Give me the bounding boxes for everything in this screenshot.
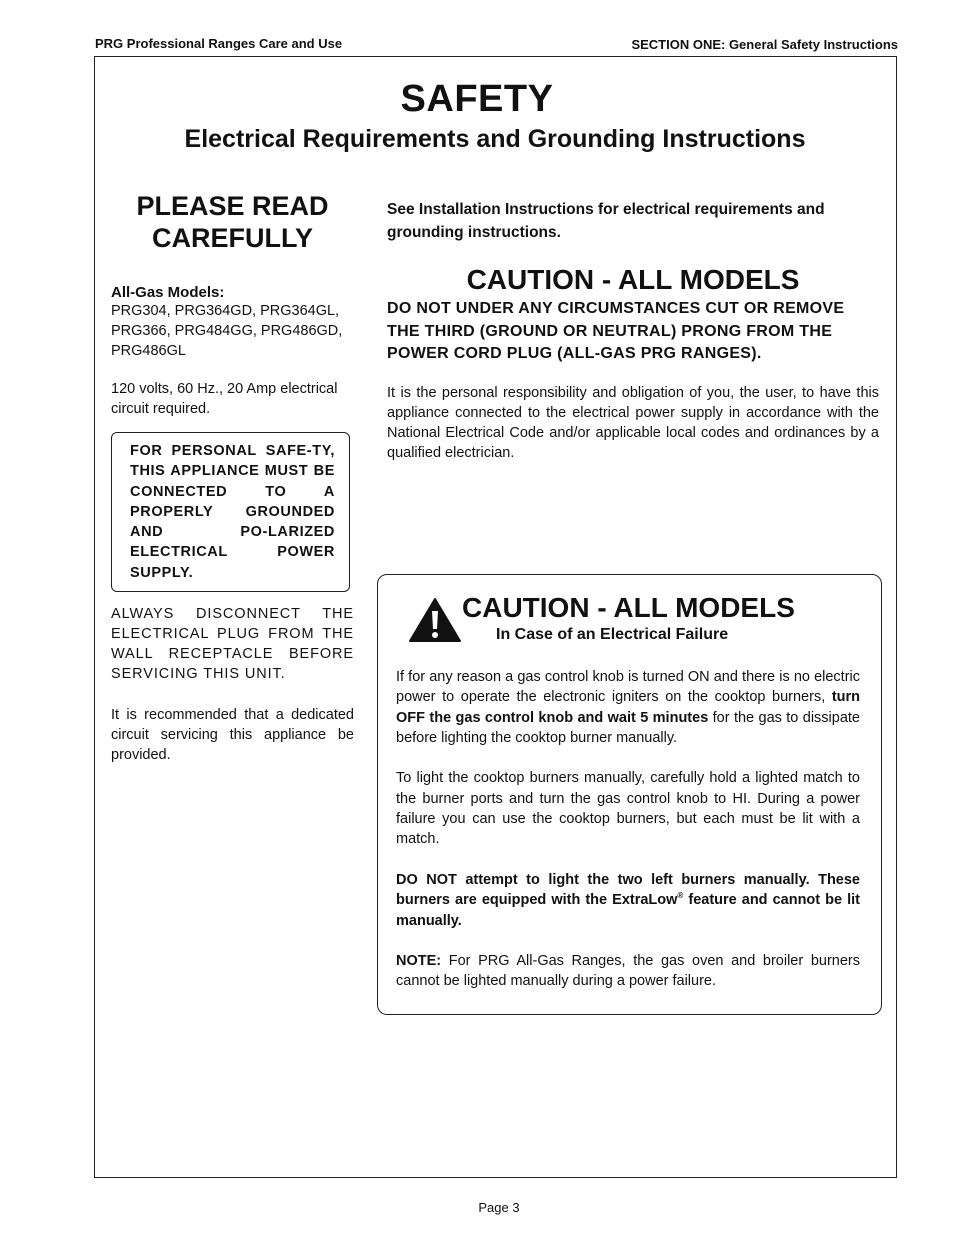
voltage-requirement: 120 volts, 60 Hz., 20 Amp electrical circuit required. — [111, 381, 338, 417]
left-burners-text-b: feature and cannot be lit manually. — [396, 892, 860, 929]
page-title: SAFETY — [400, 78, 554, 120]
header-section-title: SECTION ONE: General Safety Instructions — [631, 37, 898, 52]
personal-safety-warning-box: FOR PERSONAL SAFE-TY, THIS APPLIANCE MUST BE CONNECTED TO A PROPERLY GROUNDED AND PO-LARIZED ELECTRICAL POWER SUPPLY. — [111, 432, 350, 592]
header-doc-title: PRG Professional Ranges Care and Use — [95, 36, 343, 51]
registered-mark: ® — [677, 891, 684, 901]
failure-instructions — [396, 667, 860, 1012]
models-list: PRG304, PRG364GD, PRG364GL, PRG366, PRG484GG, PRG486GD, PRG486GL — [111, 303, 343, 359]
igniter-text-a: If for any reason a gas control knob is turned ON and there is no electric power to operate the electronic igniters on the cooktop burners, — [396, 669, 860, 706]
left-burners-text-a: DO NOT attempt to light the two left burners manually. These burners are equipped with the ExtraLow — [396, 871, 860, 909]
manual-light-paragraph: To light the cooktop burners manually, carefully hold a lighted match to the burner ports and turn the gas control knob to HI. During a power failure you can use the cooktop burners, but each must be lit with a match. — [396, 770, 860, 848]
disconnect-warning: ALWAYS DISCONNECT THE ELECTRICAL PLUG FROM THE WALL RECEPTACLE BEFORE SERVICING THIS UNIT. — [111, 606, 354, 682]
models-heading: All-Gas Models: — [111, 284, 225, 301]
left-column — [111, 190, 354, 419]
right-column — [387, 198, 879, 464]
page-subtitle: Electrical Requirements and Grounding Instructions — [184, 125, 806, 153]
warning-triangle-icon — [408, 597, 462, 643]
failure-subheading: In Case of an Electrical Failure — [496, 626, 729, 643]
failure-caution-heading: CAUTION - ALL MODELS — [462, 592, 795, 623]
responsibility-paragraph: It is the personal responsibility and obligation of you, the user, to have this appliance connected to the electrical power supply in accordance with the National Electrical Code and/or applicable local codes and ordinances by a qualified electrician. — [387, 384, 879, 462]
page-number: Page 3 — [478, 1200, 520, 1215]
ground-prong-warning: DO NOT UNDER ANY CIRCUMSTANCES CUT OR REMOVE THE THIRD (GROUND OR NEUTRAL) PRONG FROM THE POWER CORD PLUG (ALL-GAS PRG RANGES). — [387, 300, 845, 362]
note-label: NOTE: — [396, 953, 442, 970]
left-burners-warning — [396, 870, 860, 931]
igniter-text-bold: turn OFF the gas control knob and wait 5 minutes — [396, 689, 860, 726]
igniter-paragraph — [396, 667, 860, 748]
please-read-heading: PLEASE READ CAREFULLY — [136, 191, 329, 253]
note-text: For PRG All-Gas Ranges, the gas oven and broiler burners cannot be lighted manually during a power failure. — [396, 953, 860, 990]
igniter-text-b: for the gas to dissipate before lighting the cooktop burner manually. — [396, 709, 860, 746]
installation-reference: See Installation Instructions for electrical requirements and grounding instructions. — [387, 201, 825, 241]
caution-heading: CAUTION - ALL MODELS — [466, 264, 800, 295]
note-paragraph — [396, 951, 860, 992]
dedicated-circuit-note: It is recommended that a dedicated circuit servicing this appliance be provided. — [111, 707, 354, 763]
